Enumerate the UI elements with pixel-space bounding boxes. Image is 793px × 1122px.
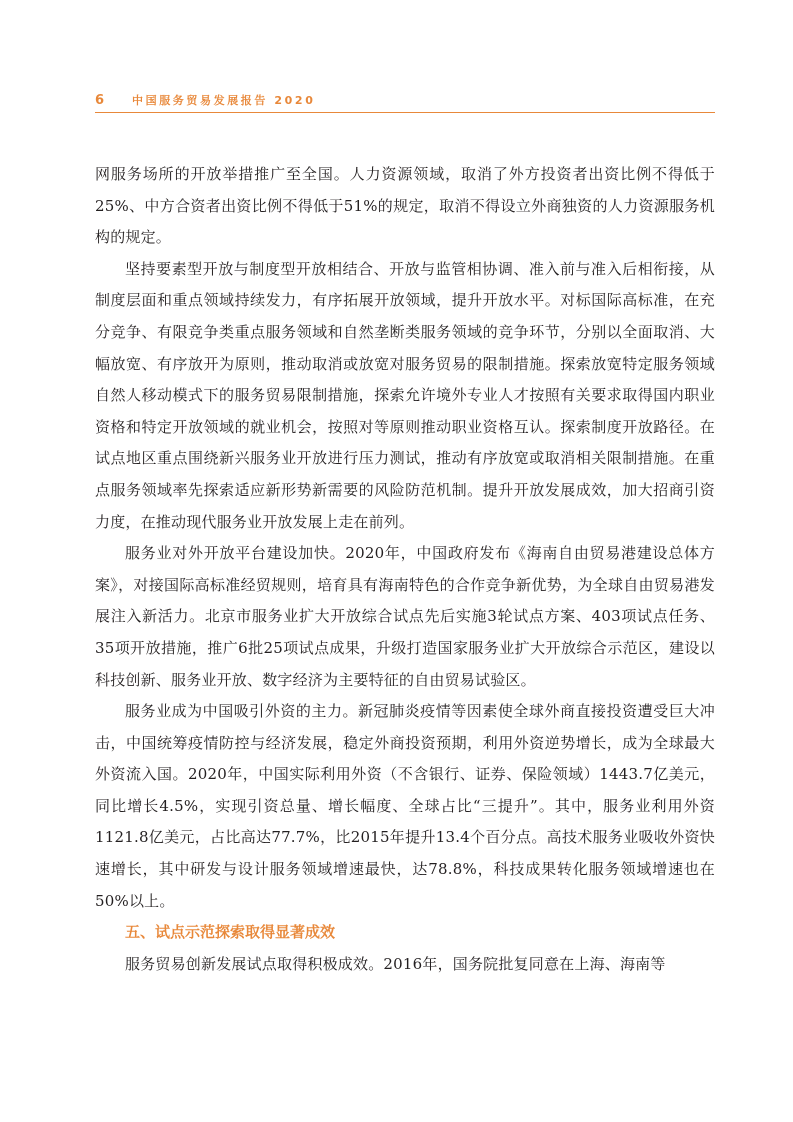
running-title: 中国服务贸易发展报告 2020: [132, 94, 316, 107]
body-text: [95, 159, 715, 980]
page-header: [95, 92, 715, 110]
section-heading: 五、试点示范探索取得显著成效: [125, 923, 336, 942]
paragraph: 服务业成为中国吸引外资的主力。新冠肺炎疫情等因素使全球外商直接投资遭受巨大冲击，中国统筹疫情防控与经济发展，稳定外商投资预期，利用外资逆势增长，成为全球最大外资流入国。2020年，中国实际利用外资（不含银行、证券、保险领域）1443.7亿美元，同比增长4.5%，实现引资总量、增长幅度、全球占比“三提升”。其中，服务业利用外资1121.8亿美元，占比高达77.7%，比2015年提升13.4个百分点。高技术服务业吸收外资快速增长，其中研发与设计服务领域增速最快，达78.8%，科技成果转化服务领域增速也在50%以上。: [95, 702, 715, 910]
page-number: 6: [95, 93, 105, 108]
paragraph: 服务业对外开放平台建设加快。2020年，中国政府发布《海南自由贸易港建设总体方案》，对接国际高标准经贸规则，培育具有海南特色的合作竞争新优势，为全球自由贸易港发展注入新活力。北京市服务业扩大开放综合试点先后实施3轮试点方案、403项试点任务、35项开放措施，推广6批25项试点成果，升级打造国家服务业扩大开放综合示范区，建设以科技创新、服务业开放、数字经济为主要特征的自由贸易试验区。: [95, 544, 715, 689]
paragraph-closing: 服务贸易创新发展试点取得积极成效。2016年，国务院批复同意在上海、海南等: [125, 954, 666, 973]
header-rule: [95, 112, 715, 113]
paragraph: 坚持要素型开放与制度型开放相结合、开放与监管相协调、准入前与准入后相衔接，从制度层面和重点领域持续发力，有序拓展开放领域，提升开放水平。对标国际高标准，在充分竞争、有限竞争类重点服务领域和自然垄断类服务领域的竞争环节，分别以全面取消、大幅放宽、有序放开为原则，推动取消或放宽对服务贸易的限制措施。探索放宽特定服务领域自然人移动模式下的服务贸易限制措施，探索允许境外专业人才按照有关要求取得国内职业资格和特定开放领域的就业机会，按照对等原则推动职业资格互认。探索制度开放路径。在试点地区重点围绕新兴服务业开放进行压力测试，推动有序放宽或取消相关限制措施。在重点服务领域率先探索适应新形势新需要的风险防范机制。提升开放发展成效，加大招商引资力度，在推动现代服务业开放发展上走在前列。: [95, 259, 715, 531]
paragraph-continued: 网服务场所的开放举措推广至全国。人力资源领域，取消了外方投资者出资比例不得低于25%、中方合资者出资比例不得低于51%的规定，取消不得设立外商独资的人力资源服务机构的规定。: [95, 165, 715, 247]
